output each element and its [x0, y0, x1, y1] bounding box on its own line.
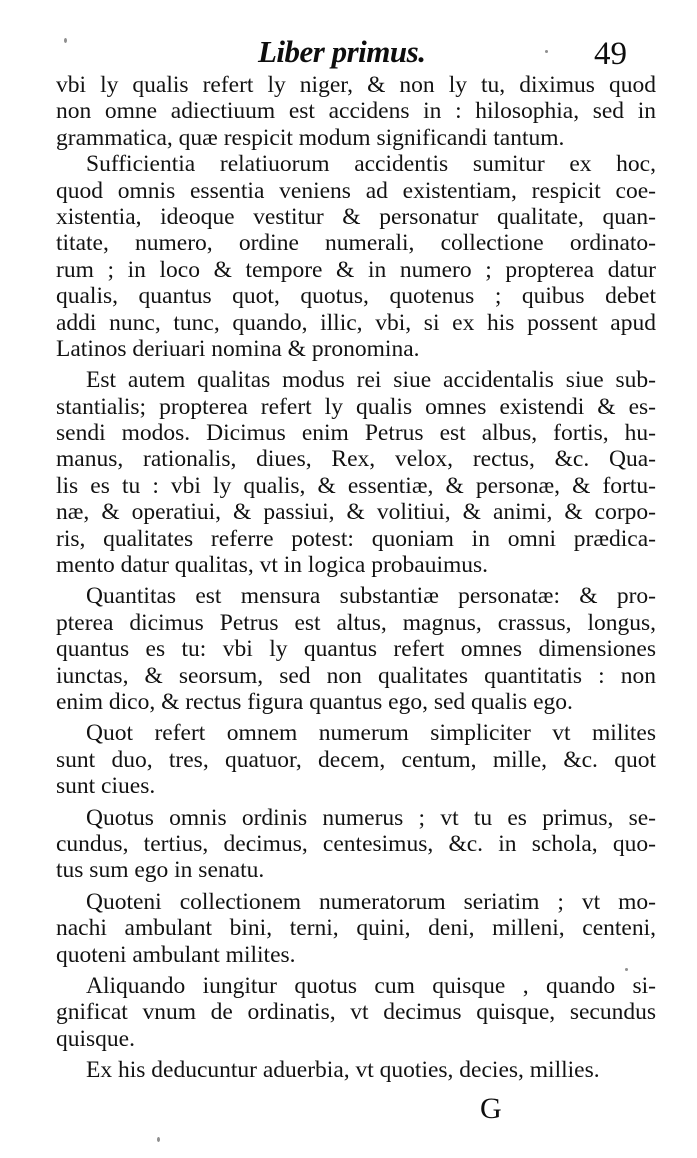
ink-speck	[64, 38, 67, 43]
text-line: quod omnis essentia veniens ad existentiam, respicit coe-	[56, 177, 656, 204]
text-line: grammatica, quæ respicit modum significandi tantum.	[56, 124, 565, 151]
running-head: Liber primus.	[258, 34, 426, 69]
text-line: quisque.	[56, 1025, 135, 1052]
text-line: Ex his deducuntur aduerbia, vt quoties, decies, millies.	[86, 1057, 600, 1084]
text-line: titate, numero, ordine numerali, collectione ordinato-	[56, 230, 656, 257]
body-text	[56, 72, 656, 1083]
text-line: ris, qualitates referre potest: quoniam in omni prædica-	[56, 525, 656, 552]
text-line: Quoteni collectionem numeratorum seriatim ; vt mo-	[86, 888, 656, 915]
ink-speck	[157, 1137, 160, 1142]
text-line: manus, rationalis, diues, Rex, velox, rectus, &c. Qua-	[56, 446, 656, 473]
text-line: qualis, quantus quot, quotus, quotenus ; quibus debet	[56, 283, 656, 310]
text-line: tus sum ego in senatu.	[56, 857, 265, 884]
text-line: addi nunc, tunc, quando, illic, vbi, si ex his possent apud	[56, 309, 656, 336]
text-line: Est autem qualitas modus rei siue accidentalis siue sub-	[86, 367, 656, 394]
text-line: stantialis; propterea refert ly qualis omnes existendi & es-	[56, 393, 656, 420]
text-line: Aliquando iungitur quotus cum quisque , quando si-	[86, 972, 656, 999]
text-line: xistentia, ideoque vestitur & personatur qualitate, quan-	[56, 203, 656, 230]
text-line: Quotus omnis ordinis numerus ; vt tu es primus, se-	[86, 804, 656, 831]
text-line: iunctas, & seorsum, sed non qualitates quantitatis : non	[56, 662, 656, 689]
text-line: quoteni ambulant milites.	[56, 941, 296, 968]
text-line: sunt duo, tres, quatuor, decem, centum, mille, &c. quot	[56, 746, 656, 773]
text-line: sendi modos. Dicimus enim Petrus est albus, fortis, hu-	[56, 420, 656, 447]
ink-speck	[545, 50, 548, 53]
text-line: næ, & operatiui, & passiui, & volitiui, & animi, & corpo-	[56, 499, 656, 526]
text-line: sunt ciues.	[56, 773, 156, 800]
signature-mark: G	[480, 1092, 502, 1125]
text-line: pterea dicimus Petrus est altus, magnus, crassus, longus,	[56, 609, 656, 636]
text-line: non omne adiectiuum est accidens in : hilosophia, sed in	[56, 98, 656, 125]
text-line: cundus, tertius, decimus, centesimus, &c. in schola, quo-	[56, 830, 656, 857]
text-line: mento datur qualitas, vt in logica probauimus.	[56, 552, 489, 579]
text-line: rum ; in loco & tempore & in numero ; propterea datur	[56, 256, 656, 283]
text-line: quantus es tu: vbi ly quantus refert omnes dimensiones	[56, 636, 656, 663]
text-line: nachi ambulant bini, terni, quini, deni, milleni, centeni,	[56, 915, 656, 942]
text-line: vbi ly qualis refert ly niger, & non ly tu, diximus quod	[56, 72, 656, 98]
text-line: Sufficientia relatiuorum accidentis sumitur ex hoc,	[86, 151, 656, 178]
text-line: Quantitas est mensura substantiæ personatæ: & pro-	[86, 583, 656, 610]
text-line: Latinos deriuari nomina & pronomina.	[56, 335, 420, 362]
text-line: Quot refert omnem numerum simpliciter vt milites	[86, 720, 656, 747]
page-number: 49	[594, 36, 627, 72]
text-line: lis es tu : vbi ly qualis, & essentiæ, & personæ, & fortu-	[56, 472, 656, 499]
text-line: enim dico, & rectus figura quantus ego, sed qualis ego.	[56, 688, 573, 715]
ink-speck	[625, 968, 628, 971]
text-line: gnificat vnum de ordinatis, vt decimus quisque, secundus	[56, 999, 656, 1026]
